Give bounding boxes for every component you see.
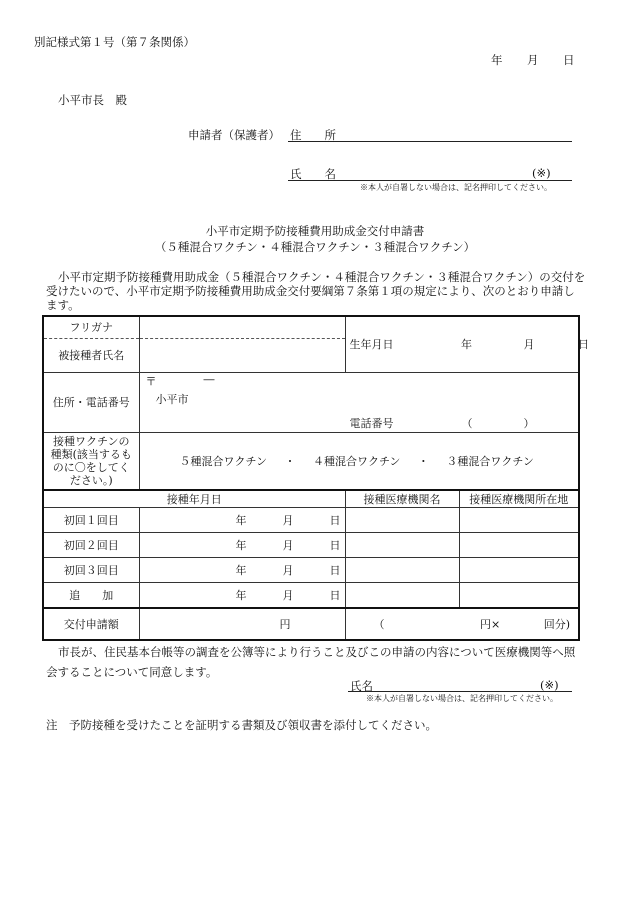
phone-label: 電話番号 bbox=[349, 416, 394, 430]
applicant-name-label: 氏 名 bbox=[290, 167, 336, 181]
dose-day: 日 bbox=[329, 564, 341, 577]
dose-facility[interactable] bbox=[345, 508, 459, 533]
birthdate-cell[interactable] bbox=[345, 316, 589, 372]
phone-paren-open: （ bbox=[461, 416, 473, 430]
dose-day: 日 bbox=[329, 539, 341, 552]
furigana-label: フリガナ bbox=[43, 316, 139, 338]
dose-date[interactable] bbox=[139, 558, 345, 583]
postal-mark: 〒 bbox=[145, 374, 157, 388]
dose-day: 日 bbox=[329, 514, 341, 527]
applicant-address-label: 住 所 bbox=[290, 128, 336, 142]
dose-facility[interactable] bbox=[345, 558, 459, 583]
dose-facility[interactable] bbox=[345, 533, 459, 558]
vaccine-type-label: 接種ワクチンの種類(該当するものに〇をしてください。) bbox=[43, 432, 139, 490]
dose-date[interactable] bbox=[139, 533, 345, 558]
birth-day: 日 bbox=[578, 338, 589, 352]
birthdate-label: 生年月日 bbox=[349, 338, 394, 352]
dose-location[interactable] bbox=[459, 508, 579, 533]
postal-dash: ― bbox=[203, 372, 215, 386]
applicant-note: ※本人が自署しない場合は、記名押印してください。 bbox=[360, 183, 552, 192]
amount-yen-times: 円× bbox=[480, 617, 501, 631]
consent-seal-mark: (※) bbox=[540, 678, 559, 692]
date-day-label: 日 bbox=[563, 53, 575, 67]
dose-date[interactable] bbox=[139, 508, 345, 533]
intro-paragraph: 小平市定期予防接種費用助成金（５種混合ワクチン・４種混合ワクチン・３種混合ワクチン）の交付を受けたいので、小平市定期予防接種費用助成金交付要綱第７条第１項の規定により、次のとおり申請します。 bbox=[46, 270, 586, 312]
amount-times-suffix: 回分) bbox=[543, 617, 571, 631]
vaccine-options bbox=[139, 432, 579, 490]
dose-row-label: 初回２回目 bbox=[43, 533, 139, 558]
dose-facility[interactable] bbox=[345, 583, 459, 608]
col-date-header: 接種年月日 bbox=[43, 490, 345, 508]
patient-name-input[interactable] bbox=[139, 338, 345, 372]
doc-subtitle: （５種混合ワクチン・４種混合ワクチン・３種混合ワクチン） bbox=[154, 240, 476, 254]
address-line[interactable] bbox=[288, 141, 572, 142]
dose-year: 年 bbox=[235, 588, 247, 602]
vaccine-3[interactable]: ３種混合ワクチン bbox=[446, 454, 534, 468]
col-facility-header: 接種医療機関名 bbox=[345, 490, 459, 508]
vaccine-sep-1: ・ bbox=[284, 454, 296, 468]
dose-row-label: 初回１回目 bbox=[43, 508, 139, 533]
amount-breakdown-cell[interactable] bbox=[345, 608, 579, 640]
birth-year: 年 bbox=[461, 338, 472, 352]
seal-mark: (※) bbox=[532, 166, 551, 180]
consent-paragraph: 市長が、住民基本台帳等の調査を公簿等により行うこと及びこの申請の内容について医療機関等へ照会することについて同意します。 bbox=[46, 645, 576, 679]
application-table bbox=[42, 315, 589, 641]
amount-yen: 円 bbox=[279, 617, 291, 631]
amount-yen-cell[interactable] bbox=[139, 608, 345, 640]
dose-location[interactable] bbox=[459, 533, 579, 558]
address-phone-label: 住所・電話番号 bbox=[43, 372, 139, 432]
vaccine-5[interactable]: ５種混合ワクチン bbox=[179, 454, 267, 468]
dose-year: 年 bbox=[235, 514, 247, 527]
consent-name-line[interactable] bbox=[348, 691, 572, 692]
dose-month: 月 bbox=[282, 539, 294, 552]
amount-paren-open: （ bbox=[373, 617, 385, 631]
amount-label: 交付申請額 bbox=[43, 608, 139, 640]
applicant-label: 申請者（保護者） bbox=[188, 128, 280, 142]
dose-date[interactable] bbox=[139, 583, 345, 608]
dose-month: 月 bbox=[282, 588, 294, 602]
dose-day: 日 bbox=[329, 588, 341, 602]
vaccine-4[interactable]: ４種混合ワクチン bbox=[312, 454, 401, 468]
furigana-input[interactable] bbox=[139, 316, 345, 338]
name-line[interactable] bbox=[288, 180, 572, 181]
dose-location[interactable] bbox=[459, 558, 579, 583]
form-number: 別記様式第１号（第７条関係） bbox=[34, 35, 195, 49]
vaccine-sep-2: ・ bbox=[417, 454, 429, 468]
dose-year: 年 bbox=[235, 564, 247, 577]
city-name: 小平市 bbox=[155, 392, 189, 406]
address-phone-cell[interactable] bbox=[139, 372, 579, 432]
footer-note: 注 予防接種を受けたことを証明する書類及び領収書を添付してください。 bbox=[46, 718, 437, 732]
consent-name-label: 氏名 bbox=[350, 679, 373, 693]
dose-month: 月 bbox=[282, 514, 294, 527]
dose-year: 年 bbox=[235, 539, 247, 552]
birth-month: 月 bbox=[523, 338, 535, 352]
dose-month: 月 bbox=[282, 564, 294, 577]
dose-row-label: 初回３回目 bbox=[43, 558, 139, 583]
patient-name-label: 被接種者氏名 bbox=[43, 338, 139, 372]
consent-note: ※本人が自署しない場合は、記名押印してください。 bbox=[366, 694, 558, 703]
dose-location[interactable] bbox=[459, 583, 579, 608]
date-month-label: 月 bbox=[527, 53, 539, 67]
doc-title: 小平市定期予防接種費用助成金交付申請書 bbox=[205, 224, 425, 238]
col-location-header: 接種医療機関所在地 bbox=[459, 490, 579, 508]
addressee: 小平市長 殿 bbox=[58, 93, 127, 107]
phone-paren-close: ） bbox=[523, 416, 535, 430]
dose-row-label: 追 加 bbox=[43, 583, 139, 608]
date-year-label: 年 bbox=[491, 53, 503, 67]
